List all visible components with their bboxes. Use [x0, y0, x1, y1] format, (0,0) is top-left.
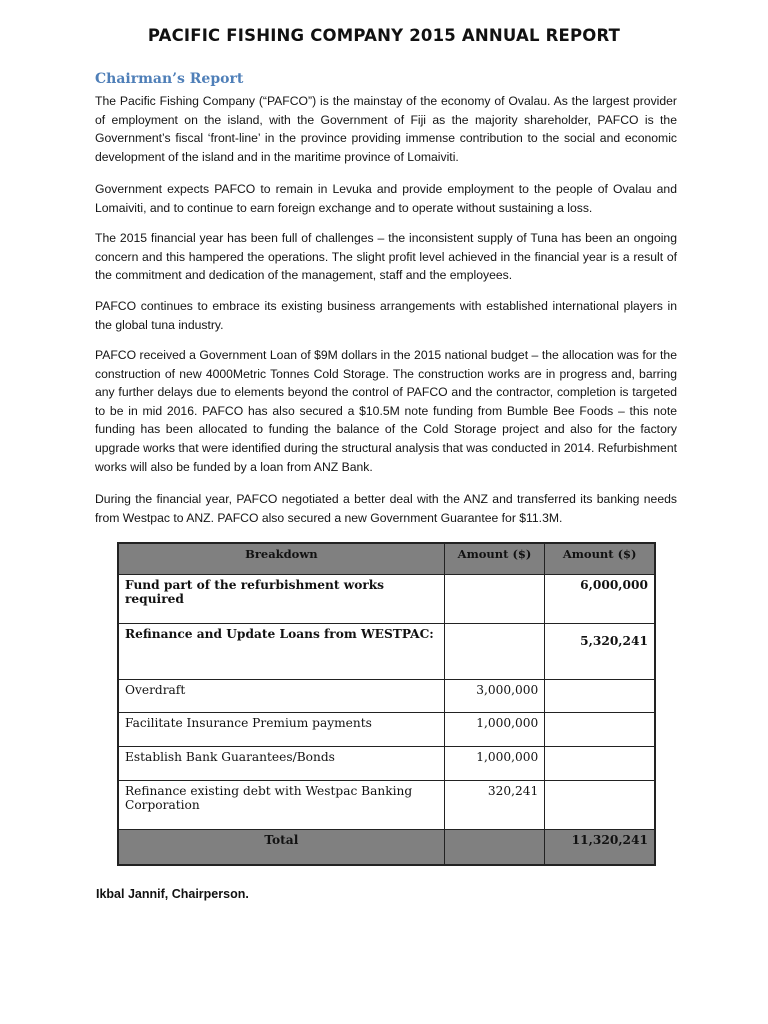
table-row — [118, 781, 655, 830]
breakdown-cell: Refinance existing debt with Westpac Banking Corporation — [118, 781, 444, 830]
column-header-breakdown: Breakdown — [118, 543, 444, 575]
column-header-amount-2: Amount ($) — [545, 543, 655, 575]
table-row — [118, 747, 655, 781]
paragraph: The Pacific Fishing Company (“PAFCO”) is the mainstay of the economy of Ovalau. As the largest provider of employment on the island, with the Government of Fiji as the majority shareholder, PAFCO is the Government’s fiscal ‘front-line’ in the province providing immense contribution to the social and economic development of the island and in the maritime province of Lomaiviti. — [95, 94, 677, 164]
amount1-cell: 1,000,000 — [444, 747, 545, 781]
total-amount1-cell — [444, 830, 545, 866]
paragraph: PAFCO received a Government Loan of $9M dollars in the 2015 national budget – the allocation was for the construction of new 4000Metric Tonnes Cold Storage. The construction works are in progress and, barring any further delays due to elements beyond the control of PAFCO and the contractor, completion is targeted to be in mid 2016. PAFCO has also secured a $10.5M note funding from Bumble Bee Foods – this note funding has been allocated to funding the balance of the Cold Storage project and also for the factory upgrade works that were identified during the structural analysis that was conducted in 2014. Refurbishment works will also be funded by a loan from ANZ Bank. — [95, 348, 677, 474]
amount2-cell — [545, 747, 655, 781]
amount1-cell: 3,000,000 — [444, 680, 545, 713]
table-row — [118, 624, 655, 680]
amount1-cell: 1,000,000 — [444, 713, 545, 747]
table-row — [118, 713, 655, 747]
breakdown-cell: Establish Bank Guarantees/Bonds — [118, 747, 444, 781]
breakdown-cell: Fund part of the refurbishment works required — [118, 575, 444, 624]
table-header-row — [118, 543, 655, 575]
paragraph: The 2015 financial year has been full of challenges – the inconsistent supply of Tuna has been an ongoing concern and this hampered the operations. The slight profit level achieved in the financial year is a result of the commitment and dedication of the management, staff and the employees. — [95, 231, 677, 283]
amount1-cell: 320,241 — [444, 781, 545, 830]
amount1-cell — [444, 624, 545, 680]
signature: Ikbal Jannif, Chairperson. — [96, 887, 249, 901]
table-row — [118, 680, 655, 713]
breakdown-cell: Facilitate Insurance Premium payments — [118, 713, 444, 747]
paragraph: Government expects PAFCO to remain in Levuka and provide employment to the people of Ovalau and Lomaiviti, and to continue to earn foreign exchange and to operate without sustaining a loss. — [95, 182, 677, 215]
amount2-cell — [545, 781, 655, 830]
breakdown-table — [117, 542, 656, 866]
paragraph: PAFCO continues to embrace its existing business arrangements with established international players in the global tuna industry. — [95, 299, 677, 332]
amount1-cell — [444, 575, 545, 624]
amount2-cell: 5,320,241 — [545, 624, 655, 680]
column-header-amount-1: Amount ($) — [444, 543, 545, 575]
total-amount2-cell: 11,320,241 — [545, 830, 655, 866]
breakdown-cell: Overdraft — [118, 680, 444, 713]
amount2-cell — [545, 680, 655, 713]
paragraph: During the financial year, PAFCO negotiated a better deal with the ANZ and transferred its banking needs from Westpac to ANZ. PAFCO also secured a new Government Guarantee for $11.3M. — [95, 492, 677, 525]
total-label: Total — [118, 830, 444, 866]
table-total-row — [118, 830, 655, 866]
amount2-cell: 6,000,000 — [545, 575, 655, 624]
section-heading: Chairman’s Report — [95, 71, 244, 87]
document-title: PACIFIC FISHING COMPANY 2015 ANNUAL REPORT — [147, 26, 621, 45]
breakdown-cell: Refinance and Update Loans from WESTPAC: — [118, 624, 444, 680]
amount2-cell — [545, 713, 655, 747]
table-row — [118, 575, 655, 624]
